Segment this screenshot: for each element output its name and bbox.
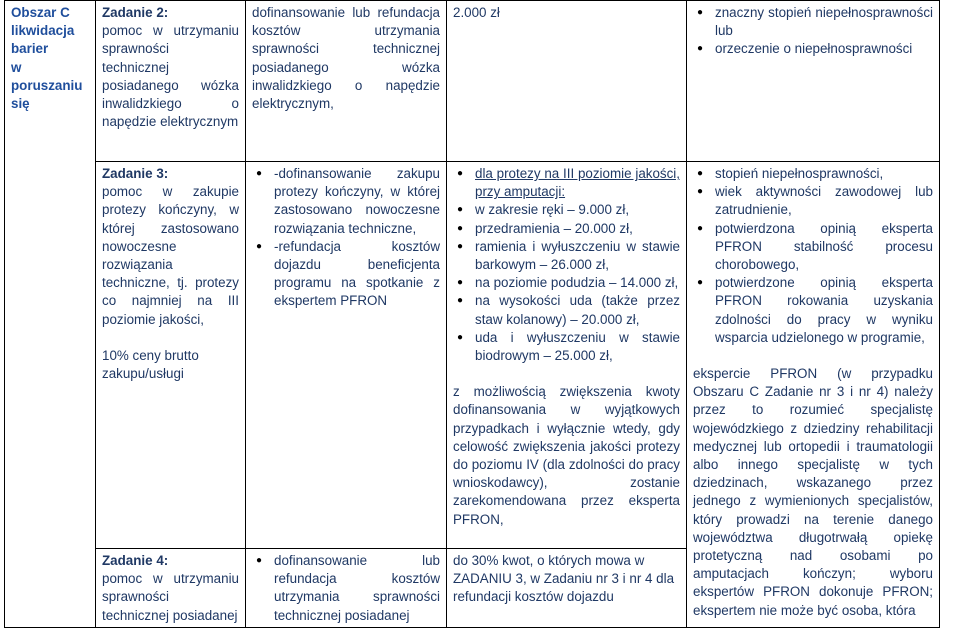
scope-cell	[246, 162, 447, 549]
amount-item: ● na poziomie podudzia – 14.000 zł,	[453, 274, 680, 292]
amount-item: ● na wysokości uda (także przez staw kolanowy) – 20.000 zł,	[453, 292, 680, 328]
amount-item: ● ramienia i wyłuszczeniu w stawie barkowym – 26.000 zł,	[453, 238, 680, 274]
task-desc: pomoc w zakupie protezy kończyny, w której zastosowano nowoczesne rozwiązania techniczne, tj. protezy co najmniej na III poziomie jakości,	[102, 184, 239, 327]
amount-text: do 30% kwot, o których mowa w ZADANIU 3, w Zadaniu nr 3 i nr 4 dla refundacji kosztów dojazdu	[453, 553, 675, 605]
expert-note: ekspercie PFRON (w przypadku Obszaru C Zadanie nr 3 i nr 4) należy przez to rozumieć specjalistę wojewódzkiego z dziedziny rehabilitacji medycznej lub ortopedii i traumatologii albo innego specjalistę w tych dziedzinach, wskazanego przez jednego z wymienionych specjalistów, który prowadzi na terenie danego województwa długotrwałą opiekę protetyczną nad osobami po amputacjach kończyn; wyboru ekspertów PFRON dokonuje PFRON; ekspertem nie może być osoba, która	[693, 366, 933, 618]
program-table	[4, 0, 940, 628]
area-label-3: barier	[11, 41, 49, 57]
amount-note: z możliwością zwiększenia kwoty dofinansowania w wyjątkowych przypadkach i wyłącznie wtedy, gdy celowość zwiększenia jakości protezy do poziomu IV (dla zdolności do pracy wnioskodawcy), zostanie zarekomendowana przez eksperta PFRON,	[453, 384, 680, 527]
area-label-2: likwidacja	[11, 23, 75, 39]
criteria-cell	[687, 1, 940, 162]
task-title: Zadanie 2:	[102, 5, 169, 20]
scope-list	[252, 552, 440, 625]
criteria-list	[693, 165, 933, 347]
amount-item: ● w zakresie ręki – 9.000 zł,	[453, 201, 680, 219]
amount-item: ● przedramienia – 20.000 zł,	[453, 220, 680, 238]
task-title: Zadanie 4:	[102, 553, 169, 568]
amount-intro: ● dla protezy na III poziomie jakości, przy amputacji:	[453, 165, 680, 201]
criteria-item: ● orzeczenie o niepełnosprawności	[693, 40, 933, 58]
area-cell	[5, 1, 96, 628]
amount-cell	[447, 162, 687, 549]
criteria-item: ● znaczny stopień niepełnosprawności lub	[693, 4, 933, 40]
criteria-cell	[687, 162, 940, 628]
table-row	[5, 162, 940, 549]
amount-list	[453, 165, 680, 365]
area-label-5: się	[11, 96, 30, 112]
contribution-text: 10% ceny brutto zakupu/usługi	[102, 347, 199, 382]
task-cell	[96, 1, 246, 162]
area-label-1: Obszar C	[11, 5, 70, 20]
task-cell	[96, 162, 246, 549]
task-cell	[96, 549, 246, 628]
criteria-item: ● wiek aktywności zawodowej lub zatrudnienie,	[693, 183, 933, 219]
task-desc: pomoc w utrzymaniu sprawności technicznej posiadanej	[102, 571, 239, 623]
criteria-item: ● stopień niepełnosprawności,	[693, 165, 933, 183]
scope-list	[252, 165, 440, 311]
scope-text: dofinansowanie lub refundacja kosztów utrzymania sprawności technicznej posiadanego wózka inwalidzkiego o napędzie elektrycznym,	[252, 5, 440, 112]
amount-item: ● uda i wyłuszczeniu w stawie biodrowym – 25.000 zł,	[453, 329, 680, 365]
scope-item: ● -refundacja kosztów dojazdu beneficjenta programu na spotkanie z ekspertem PFRON	[252, 238, 440, 311]
criteria-item: ● potwierdzone opinią eksperta PFRON rokowania uzyskania zdolności do pracy w wyniku wsparcia udzielonego w programie,	[693, 274, 933, 347]
scope-item: ● dofinansowanie lub refundacja kosztów utrzymania sprawności technicznej posiadanej	[252, 552, 440, 625]
amount-text: 2.000 zł	[453, 5, 500, 20]
scope-item: ● -dofinansowanie zakupu protezy kończyny, w której zastosowano nowoczesne rozwiązania techniczne,	[252, 165, 440, 238]
amount-cell	[447, 549, 687, 628]
scope-cell	[246, 1, 447, 162]
criteria-item: ● potwierdzona opinią eksperta PFRON stabilność procesu chorobowego,	[693, 220, 933, 275]
scope-cell	[246, 549, 447, 628]
table-row	[5, 1, 940, 162]
criteria-list	[693, 4, 933, 59]
area-label-4: w poruszaniu	[11, 59, 83, 93]
task-title: Zadanie 3:	[102, 166, 169, 181]
amount-cell	[447, 1, 687, 162]
task-desc: pomoc w utrzymaniu sprawności technicznej posiadanego wózka inwalidzkiego o napędzie elektrycznym	[102, 23, 239, 130]
